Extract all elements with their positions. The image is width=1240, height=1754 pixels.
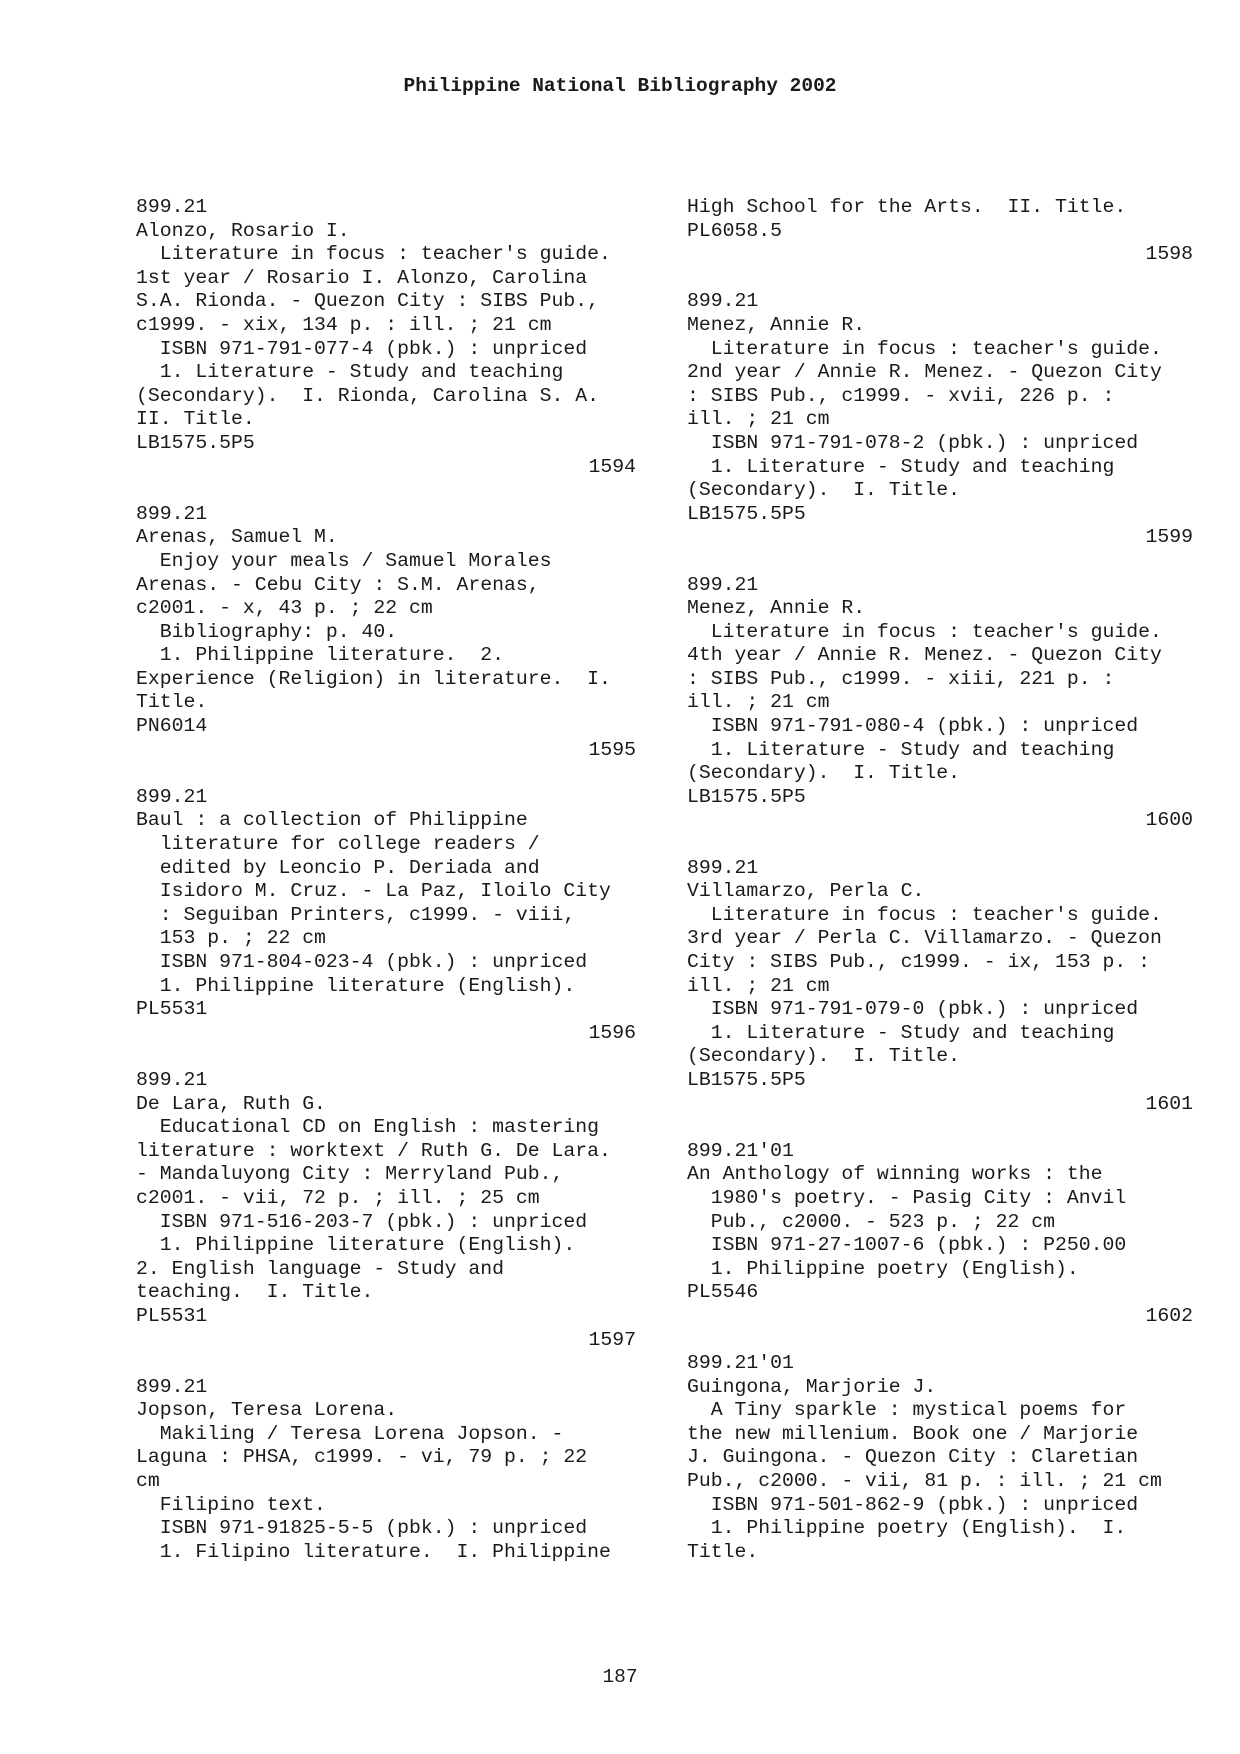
bibliography-entry bbox=[687, 857, 1193, 1140]
entry-line: Arenas, Samuel M. bbox=[136, 526, 338, 549]
entry-line: (Secondary). I. Title. bbox=[687, 762, 961, 785]
entry-line: De Lara, Ruth G. bbox=[136, 1092, 326, 1115]
entry-line: Bibliography: p. 40. bbox=[136, 620, 398, 643]
entry-line: 1. Philippine literature. 2. bbox=[136, 644, 504, 667]
entry-line: S.A. Rionda. - Quezon City : SIBS Pub., bbox=[136, 290, 599, 313]
page-header-title: Philippine National Bibliography 2002 bbox=[403, 75, 837, 97]
entry-number: 1601 bbox=[1145, 1092, 1193, 1115]
entry-line: An Anthology of winning works : the bbox=[687, 1163, 1103, 1186]
entry-line: 1. Philippine poetry (English). bbox=[687, 1257, 1079, 1280]
entry-line: 899.21 bbox=[136, 785, 208, 808]
entry-line: ill. ; 21 cm bbox=[687, 691, 830, 714]
entry-line: 899.21'01 bbox=[687, 1352, 794, 1375]
entry-line: Enjoy your meals / Samuel Morales bbox=[136, 549, 552, 572]
entry-number: 1602 bbox=[1145, 1304, 1193, 1327]
entry-line: ISBN 971-791-080-4 (pbk.) : unpriced bbox=[687, 715, 1139, 738]
entry-line: (Secondary). I. Title. bbox=[687, 1045, 961, 1068]
entry-line: 2. English language - Study and bbox=[136, 1257, 504, 1280]
entry-line: ISBN 971-791-077-4 (pbk.) : unpriced bbox=[136, 337, 588, 360]
entry-line: 899.21 bbox=[136, 1375, 208, 1398]
bibliography-entry bbox=[687, 1352, 1193, 1564]
entry-spacer bbox=[687, 550, 1193, 574]
entry-line: Baul : a collection of Philippine bbox=[136, 809, 528, 832]
entry-line: ISBN 971-791-079-0 (pbk.) : unpriced bbox=[687, 998, 1139, 1021]
entry-line: J. Guingona. - Quezon City : Claretian bbox=[687, 1446, 1139, 1469]
bibliography-entry bbox=[687, 290, 1193, 573]
page-number: 187 bbox=[602, 1666, 638, 1688]
entry-line: LB1575.5P5 bbox=[687, 502, 806, 525]
entry-line: Laguna : PHSA, c1999. - vi, 79 p. ; 22 bbox=[136, 1446, 588, 1469]
entry-line: 899.21 bbox=[687, 856, 759, 879]
entry-line: 2nd year / Annie R. Menez. - Quezon City bbox=[687, 361, 1162, 384]
entry-line: 1. Philippine literature (English). bbox=[136, 1234, 576, 1257]
entry-line: (Secondary). I. Rionda, Carolina S. A. bbox=[136, 384, 599, 407]
entry-line: PL6058.5 bbox=[687, 219, 782, 242]
bibliography-entry bbox=[136, 196, 636, 503]
entry-spacer bbox=[687, 1329, 1193, 1353]
entry-line: Guingona, Marjorie J. bbox=[687, 1375, 937, 1398]
entry-line: ISBN 971-804-023-4 (pbk.) : unpriced bbox=[136, 951, 588, 973]
entry-line: 3rd year / Perla C. Villamarzo. - Quezon bbox=[687, 927, 1162, 950]
entry-line: ISBN 971-91825-5-5 (pbk.) : unpriced bbox=[136, 1517, 588, 1540]
entry-line: ill. ; 21 cm bbox=[687, 408, 830, 431]
entry-line: c1999. - xix, 134 p. : ill. ; 21 cm bbox=[136, 313, 552, 336]
entry-number: 1597 bbox=[588, 1328, 636, 1351]
entry-line: c2001. - vii, 72 p. ; ill. ; 25 cm bbox=[136, 1186, 540, 1209]
entry-line: ISBN 971-27-1007-6 (pbk.) : P250.00 bbox=[687, 1234, 1127, 1257]
bibliography-entry bbox=[136, 503, 636, 786]
entry-line: PN6014 bbox=[136, 715, 208, 738]
entry-line: Makiling / Teresa Lorena Jopson. - bbox=[136, 1422, 564, 1445]
entry-spacer bbox=[136, 479, 636, 503]
entry-number: 1595 bbox=[588, 738, 636, 761]
entry-spacer bbox=[687, 833, 1193, 857]
entry-line: 1. Literature - Study and teaching bbox=[687, 738, 1115, 761]
entry-line: literature : worktext / Ruth G. De Lara. bbox=[136, 1139, 611, 1162]
entry-line: 1. Literature - Study and teaching bbox=[687, 455, 1115, 478]
entry-line: edited by Leoncio P. Deriada and bbox=[136, 856, 540, 879]
right-column bbox=[687, 196, 1193, 1564]
entry-line: Title. bbox=[687, 1540, 759, 1563]
entry-line: Pub., c2000. - vii, 81 p. : ill. ; 21 cm bbox=[687, 1470, 1162, 1493]
entry-line: 1st year / Rosario I. Alonzo, Carolina bbox=[136, 266, 588, 289]
entry-line: 153 p. ; 22 cm bbox=[136, 927, 326, 950]
entry-line: Villamarzo, Perla C. bbox=[687, 880, 925, 903]
entry-line: Menez, Annie R. bbox=[687, 597, 866, 620]
entry-line: : Seguiban Printers, c1999. - viii, bbox=[136, 903, 576, 926]
entry-number: 1599 bbox=[1145, 526, 1193, 549]
entry-line: Arenas. - Cebu City : S.M. Arenas, bbox=[136, 573, 540, 596]
entry-line: Title. bbox=[136, 691, 208, 714]
entry-spacer bbox=[136, 1352, 636, 1376]
entry-number: 1598 bbox=[1145, 243, 1193, 266]
left-column bbox=[136, 196, 636, 1564]
entry-line: A Tiny sparkle : mystical poems for bbox=[687, 1399, 1127, 1422]
entry-line: City : SIBS Pub., c1999. - ix, 153 p. : bbox=[687, 951, 1150, 973]
entry-spacer bbox=[687, 1116, 1193, 1140]
entry-line: 899.21 bbox=[687, 573, 759, 596]
entry-number: 1594 bbox=[588, 455, 636, 478]
bibliography-entry bbox=[687, 196, 1193, 290]
entry-line: LB1575.5P5 bbox=[687, 1068, 806, 1091]
entry-line: 1. Philippine poetry (English). I. bbox=[687, 1517, 1127, 1540]
entry-line: Menez, Annie R. bbox=[687, 313, 866, 336]
entry-line: 4th year / Annie R. Menez. - Quezon City bbox=[687, 644, 1162, 667]
entry-line: Literature in focus : teacher's guide. bbox=[687, 337, 1162, 360]
entry-spacer bbox=[136, 762, 636, 786]
entry-line: 899.21 bbox=[136, 502, 208, 525]
entry-line: cm bbox=[136, 1470, 160, 1493]
entry-line: 1980's poetry. - Pasig City : Anvil bbox=[687, 1186, 1127, 1209]
entry-line: High School for the Arts. II. Title. bbox=[687, 196, 1127, 218]
entry-line: c2001. - x, 43 p. ; 22 cm bbox=[136, 597, 433, 620]
entry-line: 899.21'01 bbox=[687, 1139, 794, 1162]
entry-line: Literature in focus : teacher's guide. bbox=[687, 903, 1162, 926]
entry-line: PL5546 bbox=[687, 1281, 759, 1304]
entry-line: 899.21 bbox=[687, 290, 759, 313]
bibliography-entry bbox=[136, 1069, 636, 1376]
entry-spacer bbox=[136, 1045, 636, 1069]
entry-line: literature for college readers / bbox=[136, 833, 540, 856]
entry-line: LB1575.5P5 bbox=[136, 431, 255, 454]
entry-line: : SIBS Pub., c1999. - xvii, 226 p. : bbox=[687, 384, 1115, 407]
entry-number: 1596 bbox=[588, 1021, 636, 1044]
entry-line: (Secondary). I. Title. bbox=[687, 479, 961, 502]
entry-line: 899.21 bbox=[136, 196, 208, 218]
entry-line: 1. Literature - Study and teaching bbox=[687, 1021, 1115, 1044]
entry-line: Literature in focus : teacher's guide. bbox=[136, 243, 611, 266]
entry-line: the new millenium. Book one / Marjorie bbox=[687, 1422, 1139, 1445]
bibliography-entry bbox=[687, 574, 1193, 857]
entry-line: ill. ; 21 cm bbox=[687, 974, 830, 997]
entry-line: II. Title. bbox=[136, 408, 255, 431]
bibliography-entry bbox=[136, 1376, 636, 1565]
entry-line: 1. Philippine literature (English). bbox=[136, 974, 576, 997]
bibliography-entry bbox=[136, 786, 636, 1069]
entry-line: ISBN 971-791-078-2 (pbk.) : unpriced bbox=[687, 431, 1139, 454]
entry-line: teaching. I. Title. bbox=[136, 1281, 374, 1304]
entry-line: Filipino text. bbox=[136, 1493, 326, 1516]
entry-number: 1600 bbox=[1145, 809, 1193, 832]
entry-line: ISBN 971-501-862-9 (pbk.) : unpriced bbox=[687, 1493, 1139, 1516]
entry-line: Pub., c2000. - 523 p. ; 22 cm bbox=[687, 1210, 1055, 1233]
entry-line: : SIBS Pub., c1999. - xiii, 221 p. : bbox=[687, 667, 1115, 690]
entry-line: Literature in focus : teacher's guide. bbox=[687, 620, 1162, 643]
entry-line: LB1575.5P5 bbox=[687, 785, 806, 808]
entry-spacer bbox=[687, 267, 1193, 291]
entry-line: - Mandaluyong City : Merryland Pub., bbox=[136, 1163, 564, 1186]
entry-line: 1. Filipino literature. I. Philippine bbox=[136, 1540, 611, 1563]
entry-line: Isidoro M. Cruz. - La Paz, Iloilo City bbox=[136, 880, 611, 903]
entry-line: Jopson, Teresa Lorena. bbox=[136, 1399, 398, 1422]
entry-line: Experience (Religion) in literature. I. bbox=[136, 667, 611, 690]
entry-line: 1. Literature - Study and teaching bbox=[136, 361, 564, 384]
entry-line: PL5531 bbox=[136, 998, 208, 1021]
entry-line: ISBN 971-516-203-7 (pbk.) : unpriced bbox=[136, 1210, 588, 1233]
entry-line: Alonzo, Rosario I. bbox=[136, 219, 350, 242]
entry-line: PL5531 bbox=[136, 1304, 208, 1327]
entry-line: 899.21 bbox=[136, 1068, 208, 1091]
entry-line: Educational CD on English : mastering bbox=[136, 1116, 599, 1139]
bibliography-entry bbox=[687, 1140, 1193, 1352]
